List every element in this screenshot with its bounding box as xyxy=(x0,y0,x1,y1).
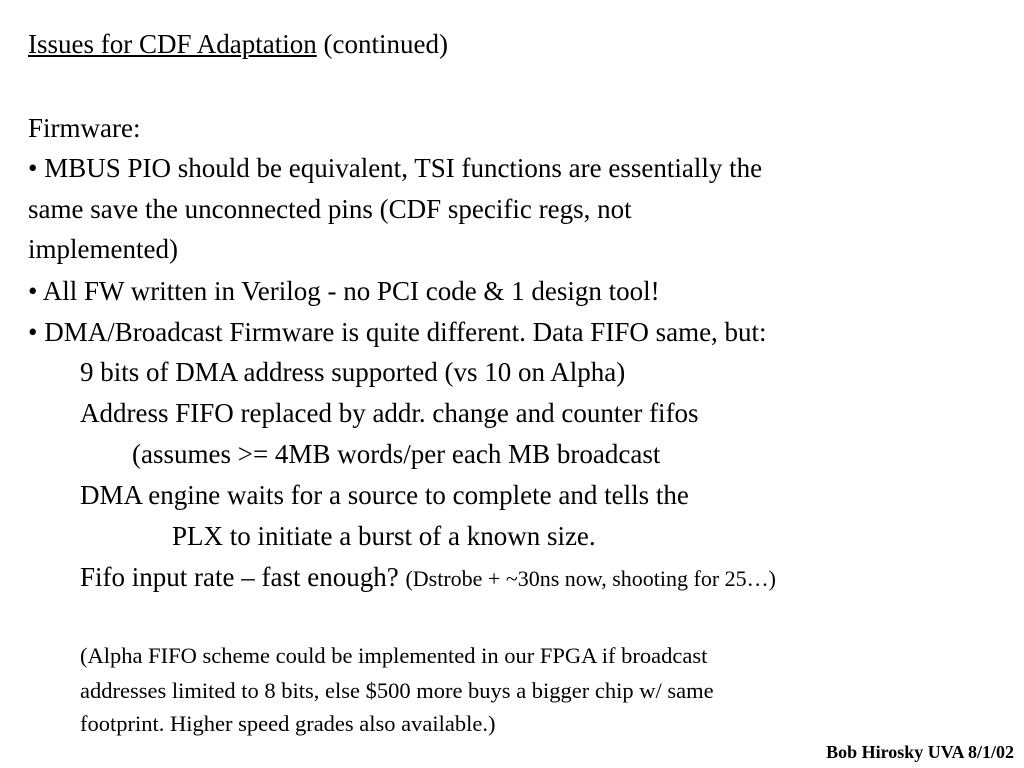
fifo-rate-text: Fifo input rate – fast enough? xyxy=(80,562,406,592)
slide-title xyxy=(28,28,448,60)
fifo-rate-detail: (Dstrobe + ~30ns now, shooting for 25…) xyxy=(405,566,777,591)
sub-item-plx: PLX to initiate a burst of a known size. xyxy=(172,521,596,551)
sub-item-dma-bits: 9 bits of DMA address supported (vs 10 on Alpha) xyxy=(80,357,626,387)
bullet-1-line-3: implemented) xyxy=(28,234,178,264)
note-line-1: (Alpha FIFO scheme could be implemented in our FPGA if broadcast xyxy=(80,643,708,668)
section-label: Firmware: xyxy=(28,113,141,143)
sub-item-assumes: (assumes >= 4MB words/per each MB broadcast xyxy=(132,439,661,469)
footer-author-date: Bob Hirosky UVA 8/1/02 xyxy=(826,742,1014,762)
sub-item-address-fifo: Address FIFO replaced by addr. change and counter fifos xyxy=(80,398,699,428)
title-suffix: (continued) xyxy=(316,29,448,59)
bullet-1-line-2: same save the unconnected pins (CDF specific regs, not xyxy=(28,194,632,224)
bullet-1-line-1: • MBUS PIO should be equivalent, TSI functions are essentially the xyxy=(28,153,763,183)
note-line-2: addresses limited to 8 bits, else $500 more buys a bigger chip w/ same xyxy=(80,678,714,703)
bullet-3: • DMA/Broadcast Firmware is quite different. Data FIFO same, but: xyxy=(28,317,767,347)
note-line-3: footprint. Higher speed grades also available.) xyxy=(80,711,496,736)
sub-item-dma-engine: DMA engine waits for a source to complete and tells the xyxy=(80,480,689,510)
sub-item-fifo-rate xyxy=(80,561,776,595)
title-main: Issues for CDF Adaptation xyxy=(28,29,317,59)
bullet-2: • All FW written in Verilog - no PCI code & 1 design tool! xyxy=(28,276,660,306)
